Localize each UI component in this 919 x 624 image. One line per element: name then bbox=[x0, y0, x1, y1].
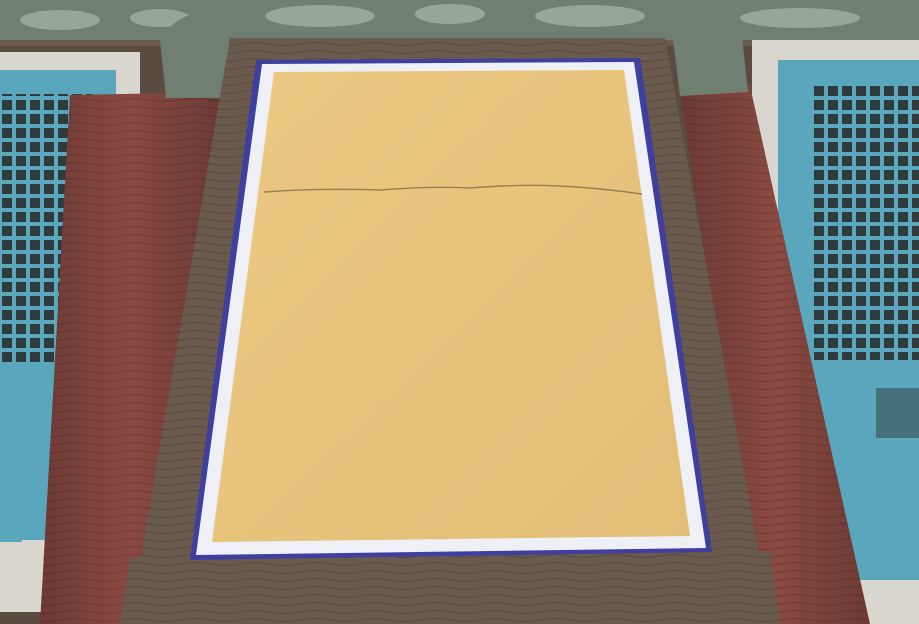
yellow-plaster-panel bbox=[190, 58, 712, 560]
panel-yellow-field bbox=[212, 70, 690, 542]
right-lattice-grille bbox=[810, 82, 919, 360]
